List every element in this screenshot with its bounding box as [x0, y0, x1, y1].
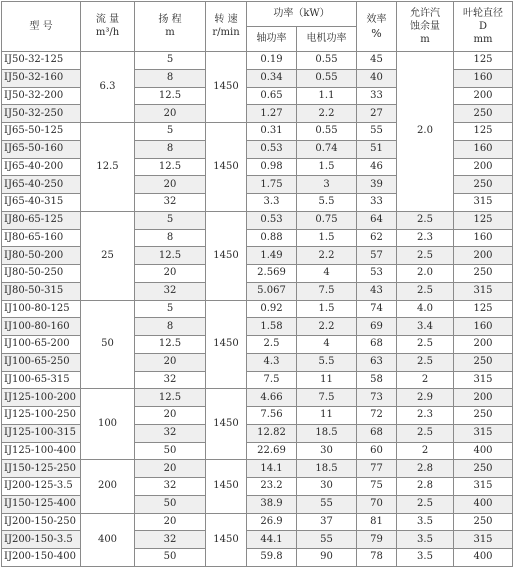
table-row	[2, 353, 513, 371]
model-cell: IJ200-150-400	[2, 549, 81, 567]
shaft-power-cell: 0.88	[247, 229, 297, 247]
efficiency-cell: 75	[357, 478, 397, 496]
shaft-power-cell: 23.2	[247, 478, 297, 496]
head-cell: 32	[135, 531, 206, 549]
impeller-dia-cell: 200	[454, 87, 513, 105]
impeller-dia-cell: 200	[454, 336, 513, 354]
table-row	[2, 265, 513, 283]
impeller-dia-cell: 250	[454, 176, 513, 194]
table-row	[2, 424, 513, 442]
model-cell: IJ200-125-3.5	[2, 478, 81, 496]
head-cell: 20	[135, 460, 206, 478]
shaft-power-cell: 0.53	[247, 140, 297, 158]
motor-power-cell: 1.1	[297, 87, 357, 105]
head-cell: 8	[135, 69, 206, 87]
impeller-dia-cell: 315	[454, 478, 513, 496]
head-cell: 20	[135, 407, 206, 425]
motor-power-cell: 0.55	[297, 123, 357, 141]
model-cell: IJ65-40-250	[2, 176, 81, 194]
head-cell: 32	[135, 371, 206, 389]
impeller-dia-cell: 250	[454, 353, 513, 371]
flow-cell: 200	[81, 460, 135, 513]
head-cell: 50	[135, 442, 206, 460]
speed-cell: 1450	[206, 389, 247, 460]
shaft-power-cell: 14.1	[247, 460, 297, 478]
impeller-dia-cell: 315	[454, 531, 513, 549]
shaft-power-cell: 2.5	[247, 336, 297, 354]
npsh-cell: 2.9	[397, 389, 454, 407]
efficiency-cell: 33	[357, 87, 397, 105]
npsh-cell: 4.0	[397, 300, 454, 318]
motor-power-cell: 0.75	[297, 211, 357, 229]
model-cell: IJ80-50-250	[2, 265, 81, 283]
col-head: 扬 程 m	[135, 2, 206, 52]
flow-cell: 12.5	[81, 123, 135, 212]
table-row	[2, 389, 513, 407]
head-cell: 20	[135, 176, 206, 194]
head-cell: 32	[135, 478, 206, 496]
shaft-power-cell: 4.3	[247, 353, 297, 371]
efficiency-cell: 70	[357, 495, 397, 513]
shaft-power-cell: 0.34	[247, 69, 297, 87]
shaft-power-cell: 1.27	[247, 105, 297, 123]
efficiency-cell: 78	[357, 549, 397, 567]
model-cell: IJ50-32-125	[2, 52, 81, 70]
motor-power-cell: 11	[297, 407, 357, 425]
model-cell: IJ150-125-400	[2, 495, 81, 513]
impeller-dia-cell: 315	[454, 194, 513, 212]
impeller-dia-cell: 250	[454, 105, 513, 123]
efficiency-cell: 63	[357, 353, 397, 371]
impeller-dia-cell: 160	[454, 229, 513, 247]
efficiency-cell: 77	[357, 460, 397, 478]
flow-cell: 6.3	[81, 52, 135, 123]
efficiency-cell: 69	[357, 318, 397, 336]
efficiency-cell: 27	[357, 105, 397, 123]
npsh-cell: 3.5	[397, 549, 454, 567]
table-row	[2, 247, 513, 265]
head-cell: 20	[135, 105, 206, 123]
efficiency-cell: 39	[357, 176, 397, 194]
npsh-cell: 2.0	[397, 52, 454, 212]
npsh-cell: 3.4	[397, 318, 454, 336]
efficiency-cell: 57	[357, 247, 397, 265]
shaft-power-cell: 0.98	[247, 158, 297, 176]
model-cell: IJ100-65-315	[2, 371, 81, 389]
col-flow: 流 量 m³/h	[81, 2, 135, 52]
model-cell: IJ125-100-400	[2, 442, 81, 460]
shaft-power-cell: 12.82	[247, 424, 297, 442]
shaft-power-cell: 4.66	[247, 389, 297, 407]
npsh-cell: 2.3	[397, 229, 454, 247]
efficiency-cell: 81	[357, 513, 397, 531]
model-cell: IJ200-150-3.5	[2, 531, 81, 549]
model-cell: IJ100-80-160	[2, 318, 81, 336]
model-cell: IJ50-32-250	[2, 105, 81, 123]
efficiency-cell: 40	[357, 69, 397, 87]
impeller-dia-cell: 125	[454, 300, 513, 318]
table-row	[2, 495, 513, 513]
head-cell: 12.5	[135, 158, 206, 176]
model-cell: IJ125-100-200	[2, 389, 81, 407]
impeller-dia-cell: 250	[454, 513, 513, 531]
npsh-cell: 2.5	[397, 495, 454, 513]
impeller-dia-cell: 400	[454, 549, 513, 567]
table-row	[2, 531, 513, 549]
motor-power-cell: 18.5	[297, 424, 357, 442]
head-cell: 5	[135, 123, 206, 141]
npsh-cell: 2.8	[397, 460, 454, 478]
table-row	[2, 478, 513, 496]
flow-cell: 25	[81, 211, 135, 300]
shaft-power-cell: 1.58	[247, 318, 297, 336]
motor-power-cell: 0.55	[297, 52, 357, 70]
efficiency-cell: 46	[357, 158, 397, 176]
npsh-cell: 2.3	[397, 407, 454, 425]
model-cell: IJ65-50-125	[2, 123, 81, 141]
motor-power-cell: 4	[297, 336, 357, 354]
npsh-cell: 2	[397, 442, 454, 460]
col-power: 功率（kW）	[247, 2, 357, 27]
npsh-cell: 2.5	[397, 247, 454, 265]
table-row	[2, 211, 513, 229]
table-row	[2, 549, 513, 567]
efficiency-cell: 33	[357, 194, 397, 212]
flow-cell: 100	[81, 389, 135, 460]
model-cell: IJ50-32-200	[2, 87, 81, 105]
efficiency-cell: 72	[357, 407, 397, 425]
shaft-power-cell: 44.1	[247, 531, 297, 549]
shaft-power-cell: 26.9	[247, 513, 297, 531]
model-cell: IJ65-50-160	[2, 140, 81, 158]
impeller-dia-cell: 160	[454, 318, 513, 336]
head-cell: 8	[135, 229, 206, 247]
impeller-dia-cell: 250	[454, 460, 513, 478]
head-cell: 5	[135, 52, 206, 70]
table-header	[2, 2, 513, 52]
shaft-power-cell: 0.92	[247, 300, 297, 318]
table-body	[2, 52, 513, 567]
npsh-cell: 2.5	[397, 282, 454, 300]
motor-power-cell: 1.5	[297, 300, 357, 318]
npsh-cell: 3.5	[397, 513, 454, 531]
speed-cell: 1450	[206, 513, 247, 566]
shaft-power-cell: 38.9	[247, 495, 297, 513]
model-cell: IJ100-65-250	[2, 353, 81, 371]
efficiency-cell: 43	[357, 282, 397, 300]
motor-power-cell: 1.5	[297, 158, 357, 176]
impeller-dia-cell: 315	[454, 424, 513, 442]
motor-power-cell: 11	[297, 371, 357, 389]
col-motor-power: 电机功率	[297, 27, 357, 52]
impeller-dia-cell: 160	[454, 140, 513, 158]
speed-cell: 1450	[206, 460, 247, 513]
shaft-power-cell: 7.56	[247, 407, 297, 425]
shaft-power-cell: 3.3	[247, 194, 297, 212]
table-row	[2, 460, 513, 478]
npsh-cell: 2	[397, 371, 454, 389]
flow-cell: 50	[81, 300, 135, 389]
shaft-power-cell: 0.19	[247, 52, 297, 70]
shaft-power-cell: 59.8	[247, 549, 297, 567]
shaft-power-cell: 2.569	[247, 265, 297, 283]
motor-power-cell: 55	[297, 495, 357, 513]
model-cell: IJ125-100-250	[2, 407, 81, 425]
impeller-dia-cell: 315	[454, 371, 513, 389]
table-row	[2, 52, 513, 70]
model-cell: IJ80-50-200	[2, 247, 81, 265]
pump-spec-table	[1, 1, 513, 567]
head-cell: 12.5	[135, 389, 206, 407]
motor-power-cell: 37	[297, 513, 357, 531]
impeller-dia-cell: 125	[454, 123, 513, 141]
shaft-power-cell: 1.75	[247, 176, 297, 194]
table-row	[2, 442, 513, 460]
efficiency-cell: 51	[357, 140, 397, 158]
model-cell: IJ150-125-250	[2, 460, 81, 478]
speed-cell: 1450	[206, 211, 247, 300]
model-cell: IJ200-150-250	[2, 513, 81, 531]
head-cell: 8	[135, 140, 206, 158]
impeller-dia-cell: 200	[454, 158, 513, 176]
npsh-cell: 2.8	[397, 478, 454, 496]
impeller-dia-cell: 125	[454, 52, 513, 70]
efficiency-cell: 45	[357, 52, 397, 70]
impeller-dia-cell: 315	[454, 282, 513, 300]
motor-power-cell: 55	[297, 531, 357, 549]
impeller-dia-cell: 250	[454, 407, 513, 425]
flow-cell: 400	[81, 513, 135, 566]
motor-power-cell: 3	[297, 176, 357, 194]
motor-power-cell: 1.5	[297, 229, 357, 247]
model-cell: IJ100-65-200	[2, 336, 81, 354]
head-cell: 32	[135, 424, 206, 442]
shaft-power-cell: 7.5	[247, 371, 297, 389]
table-row	[2, 282, 513, 300]
table-row	[2, 336, 513, 354]
table-row	[2, 407, 513, 425]
head-cell: 20	[135, 513, 206, 531]
head-cell: 5	[135, 211, 206, 229]
npsh-cell: 2.5	[397, 353, 454, 371]
motor-power-cell: 0.74	[297, 140, 357, 158]
motor-power-cell: 90	[297, 549, 357, 567]
model-cell: IJ80-65-125	[2, 211, 81, 229]
head-cell: 32	[135, 194, 206, 212]
shaft-power-cell: 1.49	[247, 247, 297, 265]
table-row	[2, 229, 513, 247]
col-impeller: 叶轮直径 D mm	[454, 2, 513, 52]
npsh-cell: 2.0	[397, 265, 454, 283]
model-cell: IJ65-40-200	[2, 158, 81, 176]
npsh-cell: 2.5	[397, 211, 454, 229]
impeller-dia-cell: 250	[454, 265, 513, 283]
col-speed: 转 速 r/min	[206, 2, 247, 52]
speed-cell: 1450	[206, 52, 247, 123]
efficiency-cell: 60	[357, 442, 397, 460]
motor-power-cell: 7.5	[297, 282, 357, 300]
impeller-dia-cell: 200	[454, 389, 513, 407]
head-cell: 12.5	[135, 247, 206, 265]
head-cell: 50	[135, 549, 206, 567]
motor-power-cell: 5.5	[297, 353, 357, 371]
impeller-dia-cell: 400	[454, 495, 513, 513]
motor-power-cell: 30	[297, 442, 357, 460]
table-row	[2, 513, 513, 531]
shaft-power-cell: 0.31	[247, 123, 297, 141]
efficiency-cell: 73	[357, 389, 397, 407]
shaft-power-cell: 22.69	[247, 442, 297, 460]
npsh-cell: 2.5	[397, 424, 454, 442]
impeller-dia-cell: 160	[454, 69, 513, 87]
head-cell: 8	[135, 318, 206, 336]
col-model: 型 号	[2, 2, 81, 52]
motor-power-cell: 7.5	[297, 389, 357, 407]
motor-power-cell: 30	[297, 478, 357, 496]
efficiency-cell: 74	[357, 300, 397, 318]
efficiency-cell: 58	[357, 371, 397, 389]
model-cell: IJ80-65-160	[2, 229, 81, 247]
shaft-power-cell: 5.067	[247, 282, 297, 300]
model-cell: IJ100-80-125	[2, 300, 81, 318]
motor-power-cell: 2.2	[297, 247, 357, 265]
motor-power-cell: 5.5	[297, 194, 357, 212]
head-cell: 12.5	[135, 87, 206, 105]
efficiency-cell: 53	[357, 265, 397, 283]
efficiency-cell: 55	[357, 123, 397, 141]
table-row	[2, 300, 513, 318]
col-efficiency: 效率 %	[357, 2, 397, 52]
shaft-power-cell: 0.53	[247, 211, 297, 229]
head-cell: 20	[135, 265, 206, 283]
speed-cell: 1450	[206, 123, 247, 212]
impeller-dia-cell: 400	[454, 442, 513, 460]
col-npsh: 允许汽 蚀余量 m	[397, 2, 454, 52]
shaft-power-cell: 0.65	[247, 87, 297, 105]
col-shaft-power: 轴功率	[247, 27, 297, 52]
motor-power-cell: 4	[297, 265, 357, 283]
motor-power-cell: 2.2	[297, 105, 357, 123]
motor-power-cell: 18.5	[297, 460, 357, 478]
motor-power-cell: 2.2	[297, 318, 357, 336]
efficiency-cell: 68	[357, 336, 397, 354]
head-cell: 50	[135, 495, 206, 513]
efficiency-cell: 79	[357, 531, 397, 549]
model-cell: IJ65-40-315	[2, 194, 81, 212]
speed-cell: 1450	[206, 300, 247, 389]
head-cell: 5	[135, 300, 206, 318]
table-row	[2, 318, 513, 336]
head-cell: 32	[135, 282, 206, 300]
table-row	[2, 371, 513, 389]
npsh-cell: 2.5	[397, 336, 454, 354]
model-cell: IJ50-32-160	[2, 69, 81, 87]
npsh-cell: 3.5	[397, 531, 454, 549]
model-cell: IJ125-100-315	[2, 424, 81, 442]
efficiency-cell: 62	[357, 229, 397, 247]
impeller-dia-cell: 125	[454, 211, 513, 229]
head-cell: 20	[135, 353, 206, 371]
efficiency-cell: 68	[357, 424, 397, 442]
motor-power-cell: 0.55	[297, 69, 357, 87]
head-cell: 12.5	[135, 336, 206, 354]
model-cell: IJ80-50-315	[2, 282, 81, 300]
efficiency-cell: 64	[357, 211, 397, 229]
impeller-dia-cell: 200	[454, 247, 513, 265]
